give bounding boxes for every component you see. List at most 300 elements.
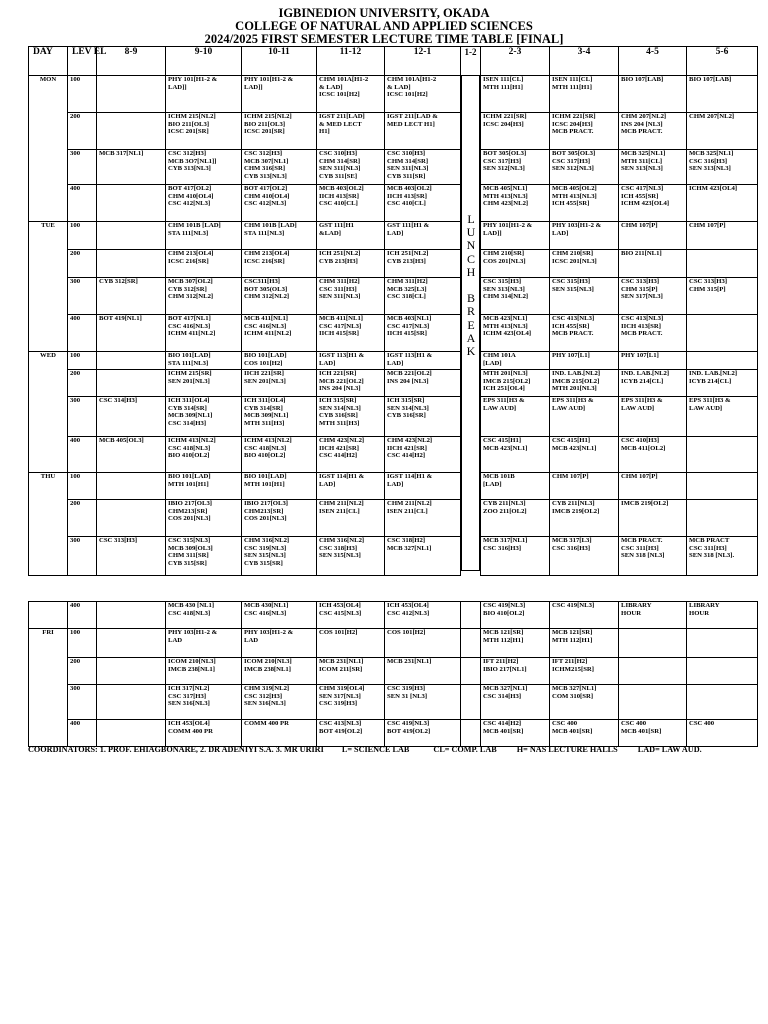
course-entry: CSC 418[NL3]: [244, 444, 287, 452]
legend-comp-lab: CL= COMP. LAB: [433, 745, 497, 754]
table-row: [29, 602, 758, 629]
level-cell: 300: [68, 685, 97, 720]
timetable-cell: [481, 370, 550, 397]
course-entry: LAD]]: [244, 83, 263, 91]
course-entry: BOT 419[NL1]: [99, 315, 142, 322]
course-entry: MTH 101[H1]: [168, 480, 209, 488]
course-entry: MTH 311[H3]: [244, 419, 285, 427]
course-entry: CHM 314[NL2]: [483, 293, 529, 301]
course-entry: SEN 313[NL3]: [689, 165, 731, 173]
timetable-cell: [97, 658, 166, 685]
course-entry: SEN 311[NL3]: [319, 165, 361, 173]
course-entry: SEN 317[NL3]: [621, 293, 663, 301]
col-5-6: 5-6: [687, 47, 758, 76]
course-entry: BOT 417[NL1]: [168, 315, 211, 322]
course-entry: ICHM 221[SR]: [483, 113, 527, 120]
timetable-cell: [481, 658, 550, 685]
course-entry: MCB 221[OL2]: [387, 370, 432, 377]
timetable-cell: [687, 352, 758, 370]
course-entry: IMCB 219[OL2]: [621, 500, 669, 507]
course-entry: IBIO 217[NL1]: [483, 665, 527, 673]
course-entry: CYB 213[H3]: [319, 257, 358, 265]
course-entry: CHM 207[NL2]: [621, 113, 667, 120]
course-entry: CYB 315[SR]: [168, 559, 207, 567]
course-entry: ICH 311[OL4]: [168, 397, 210, 404]
course-entry: BIO 410[OL2]: [168, 452, 210, 460]
course-entry: ICSC 201[SR]: [168, 128, 209, 136]
course-entry: CYB 313[NL3]: [244, 172, 287, 180]
timetable-cell: [619, 720, 687, 747]
course-entry: CHM 101B [LAD]: [244, 222, 297, 229]
course-entry: CHM 101B [LAD]: [168, 222, 221, 229]
course-entry: MCB 325[NL1]: [689, 150, 734, 157]
level-cell: 300: [68, 397, 97, 437]
timetable-cell: [242, 113, 317, 150]
course-entry: COMM 400 PR: [244, 720, 289, 727]
timetable-cell: [687, 437, 758, 473]
level-cell: 200: [68, 250, 97, 278]
course-entry: CSC 318[CL]: [387, 293, 426, 301]
course-entry: ICHM 423[OL4]: [689, 185, 738, 192]
course-entry: COS 101[H2]: [387, 629, 426, 636]
table-row: [29, 222, 758, 250]
course-entry: CYB 211[NL3]: [552, 500, 595, 507]
level-cell: 200: [68, 658, 97, 685]
course-entry: CSC 416[NL3]: [168, 322, 211, 330]
course-entry: CSC 312[H3]: [168, 150, 207, 157]
timetable-cell: [481, 629, 550, 658]
lunch-letter: K: [466, 344, 476, 359]
course-entry: SEN 317[NL3]: [319, 692, 361, 700]
course-entry: & MED LECT: [319, 120, 362, 128]
timetable-cell: [166, 315, 242, 352]
course-entry: ICH 251[OL4]: [483, 385, 525, 393]
timetable-cell: [687, 537, 758, 576]
course-entry: CSC 311[H3]: [689, 544, 727, 552]
course-entry: LAD]: [387, 359, 404, 367]
course-entry: MCB 401[SR]: [483, 727, 524, 735]
timetable-cell: [317, 250, 385, 278]
timetable-cell: [317, 685, 385, 720]
course-entry: EPS 311[H3 &: [621, 397, 663, 404]
course-entry: COS 201[NL3]: [483, 257, 526, 265]
course-entry: ICSC 101[H2]: [387, 91, 428, 99]
course-entry: MTH 101[H1]: [244, 480, 285, 488]
lunch-letter: H: [466, 264, 476, 279]
course-entry: ICOM 210[NL3]: [244, 658, 292, 665]
timetable-cell: [385, 473, 461, 500]
timetable-cell: [166, 720, 242, 747]
course-entry: CSC 415[H1]: [552, 437, 591, 444]
timetable-cell: [385, 315, 461, 352]
lunch-cell: [461, 720, 481, 747]
timetable-cell: [242, 537, 317, 576]
course-entry: CHM 107[P]: [689, 222, 726, 229]
timetable-cell: [619, 658, 687, 685]
course-entry: BOT 417[OL2]: [168, 185, 212, 192]
lunch-letter: E: [467, 317, 475, 332]
course-entry: CSC 410[CL]: [387, 200, 426, 208]
course-entry: CSC 319[H3]: [319, 700, 358, 708]
course-entry: ICOM 211[SR]: [319, 665, 363, 673]
timetable-cell: [481, 720, 550, 747]
timetable-cell: [317, 370, 385, 397]
table-row: [29, 370, 758, 397]
lunch-cell: [461, 629, 481, 658]
timetable-cell: [242, 150, 317, 185]
col-day: DAY: [29, 47, 68, 76]
timetable-cell: [481, 315, 550, 352]
course-entry: MTH 311[CL]: [621, 157, 663, 165]
timetable-cell: [242, 473, 317, 500]
level-cell: 100: [68, 352, 97, 370]
course-entry: MCB 3O7[NL1]]: [168, 157, 217, 165]
table-row: [29, 473, 758, 500]
timetable-cell: [687, 315, 758, 352]
course-entry: CHM 207[NL2]: [689, 113, 735, 120]
timetable-cell: [97, 250, 166, 278]
timetable-cell: [317, 278, 385, 315]
course-entry: CSC 400: [552, 720, 578, 727]
course-entry: CHM 410[OL4]: [244, 192, 290, 200]
day-cell: FRI: [29, 629, 68, 747]
course-entry: CSC 311[H3]: [621, 544, 659, 552]
lunch-break-label: [462, 213, 480, 358]
course-entry: MCB 309[NL1]: [168, 412, 213, 420]
course-entry: ICHM 413[NL2]: [244, 437, 292, 444]
course-entry: LAD]: [387, 229, 404, 237]
college-title: COLLEGE OF NATURAL AND APPLIED SCIENCES: [235, 19, 533, 33]
course-entry: ICH 221[SR]: [319, 370, 357, 377]
timetable-cell: [687, 658, 758, 685]
timetable-cell: [385, 537, 461, 576]
course-entry: MCB 231[NL1]: [387, 658, 432, 665]
course-entry: LIBRARY: [621, 602, 652, 609]
course-entry: SEN 201[NL3]: [244, 377, 286, 385]
course-entry: PHY 101[H1-2 &: [168, 76, 218, 83]
course-entry: MCB 401[SR]: [552, 727, 593, 735]
course-entry: ICH 455[SR]: [552, 322, 590, 330]
timetable-cell: [97, 113, 166, 150]
course-entry: CYB 316[SR]: [387, 412, 426, 420]
timetable-cell: [550, 629, 619, 658]
course-entry: LAD]]: [168, 83, 187, 91]
timetable-cell: [166, 352, 242, 370]
course-entry: CSC 314[H3]: [168, 419, 207, 427]
course-entry: ICHM 413[NL2]: [168, 437, 216, 444]
col-4-5: 4-5: [619, 47, 687, 76]
course-entry: PHY 107[L1]: [552, 352, 590, 359]
course-entry: MTH 111[H1]: [483, 83, 523, 91]
course-entry: CSC 415[NL3]: [319, 609, 362, 617]
course-entry: CSC 319[H3]: [387, 685, 426, 692]
timetable-cell: [550, 315, 619, 352]
timetable-cell: [97, 629, 166, 658]
course-entry: ICHM 221[SR]: [552, 113, 596, 120]
course-entry: MCB 423[NL1]: [483, 444, 528, 452]
course-entry: PHY 101[H1-2 &: [244, 76, 294, 83]
level-cell: 400: [68, 437, 97, 473]
lunch-cell: [461, 685, 481, 720]
course-entry: LAD: [168, 636, 183, 644]
course-entry: CHM 101A: [483, 352, 516, 359]
course-entry: MCB 327[NL1]: [387, 544, 432, 552]
timetable-cell: [550, 185, 619, 222]
course-entry: MCB 430 [NL1]: [168, 602, 215, 609]
timetable-cell: [385, 658, 461, 685]
course-entry: ICHM 215[NL2]: [244, 113, 292, 120]
course-entry: IMCB 238[NL1]: [168, 665, 215, 673]
lunch-letter: B: [466, 291, 475, 306]
timetable-cell: [481, 352, 550, 370]
course-entry: ISEN 111[CL]: [483, 76, 524, 83]
course-entry: HOUR: [621, 609, 642, 617]
course-entry: ICHM 411[NL2]: [168, 330, 216, 338]
course-entry: CSC 313[H3]: [99, 537, 138, 544]
timetable-cell: [550, 397, 619, 437]
course-entry: CYB 311[SE]: [319, 172, 358, 180]
course-entry: MCB 317[NL1]: [99, 150, 144, 157]
timetable-cell: [242, 629, 317, 658]
course-entry: ICH 315[SR]: [387, 397, 425, 404]
lunch-cell: [461, 658, 481, 685]
legend-science-lab: L= SCIENCE LAB: [341, 745, 410, 754]
timetable-cell: [550, 720, 619, 747]
course-entry: ICHM 215[SR]: [168, 370, 212, 377]
course-entry: CSC 317[H3]: [168, 692, 207, 700]
course-entry: ICH 455[SR]: [552, 200, 590, 208]
course-entry: ICSC 204[H3]: [552, 120, 593, 128]
course-entry: CSC 414[H2]: [319, 452, 358, 460]
course-entry: IICH 421[SR]: [387, 444, 427, 452]
course-entry: CHM 311[H2]: [319, 278, 360, 285]
level-cell: 100: [68, 473, 97, 500]
course-entry: MCB 309[OL3]: [168, 544, 213, 552]
course-entry: ICH 251[NL2]: [319, 250, 361, 257]
course-entry: BIO 101[LAD]: [168, 352, 211, 359]
timetable-cell: [385, 437, 461, 473]
timetable-cell: [481, 685, 550, 720]
course-entry: CSC 316[H3]: [552, 544, 591, 552]
timetable-cell: [550, 602, 619, 629]
timetable-cell: [242, 602, 317, 629]
timetable-cell: [97, 315, 166, 352]
timetable-cell: [317, 473, 385, 500]
course-entry: CHM 107[P]: [552, 473, 589, 480]
timetable-cell: [619, 150, 687, 185]
course-entry: CHM 315[P]: [689, 285, 726, 293]
timetable-cell: [619, 222, 687, 250]
course-entry: CSC 314[H3]: [483, 692, 522, 700]
course-entry: SEN 318 [NL3]: [621, 552, 665, 560]
course-entry: CYB 211[NL3]: [483, 500, 526, 507]
course-entry: CSC 316[H3]: [689, 157, 728, 165]
timetable-cell: [242, 222, 317, 250]
timetable-cell: [619, 437, 687, 473]
timetable-cell: [242, 250, 317, 278]
timetable-cell: [687, 397, 758, 437]
timetable-cell: [385, 370, 461, 397]
course-entry: CSC 313[H3]: [621, 278, 660, 285]
timetable-cell: [550, 352, 619, 370]
course-entry: CHM 319[NL2]: [244, 685, 290, 692]
course-entry: MCB 307[OL2]: [168, 278, 213, 285]
course-entry: CSC 312[H3]: [244, 150, 283, 157]
lunch-letter: A: [466, 330, 476, 345]
course-entry: IICH 413[SR]: [621, 322, 661, 330]
course-entry: CHM 316[SR]: [244, 165, 286, 173]
course-entry: ICOM 210[NL3]: [168, 658, 216, 665]
course-entry: COMM 400 PR: [168, 727, 213, 735]
course-entry: SEN 314[NL3]: [319, 404, 361, 412]
timetable-cell: [97, 150, 166, 185]
timetable-cell: [385, 278, 461, 315]
course-entry: CSC 318[H3]: [319, 544, 358, 552]
course-entry: CHM 316[NL2]: [319, 537, 365, 544]
course-entry: CYB 316[SR]: [319, 412, 358, 420]
timetable-cell: [166, 278, 242, 315]
course-entry: BIO 211[OL3]: [244, 120, 286, 128]
course-entry: SEN 313[NL3]: [483, 285, 525, 293]
course-entry: IICH 415[SR]: [387, 330, 427, 338]
course-entry: CSC 315[H3]: [483, 278, 522, 285]
course-entry: MCB 401[SR]: [621, 727, 662, 735]
course-entry: IGST 114[H1 &: [387, 473, 433, 480]
course-entry: MCB 423[NL1]: [483, 315, 528, 322]
course-entry: ICH 453[OL4]: [319, 602, 361, 609]
day-cell: MON: [29, 76, 68, 222]
course-entry: IMCB 219[OL2]: [552, 507, 600, 515]
course-entry: CSC 310[H3]: [319, 150, 358, 157]
course-entry: SEN 311[NL3]: [387, 165, 429, 173]
course-entry: LAD]: [319, 480, 336, 488]
course-entry: GST 111[H1: [319, 222, 354, 229]
timetable-cell: [687, 370, 758, 397]
course-entry: CSC 419[NL3]: [552, 602, 595, 609]
course-entry: MCB 403[OL2]: [319, 185, 364, 192]
timetable-cell: [166, 150, 242, 185]
timetable-cell: [242, 278, 317, 315]
timetable-cell: [97, 473, 166, 500]
timetable-cell: [481, 185, 550, 222]
table-row: [29, 352, 758, 370]
course-entry: CHM 311[H2]: [387, 278, 428, 285]
timetable-cell: [550, 473, 619, 500]
level-cell: 100: [68, 222, 97, 250]
table-row: [29, 315, 758, 352]
timetable-main: [28, 46, 758, 576]
course-entry: BIO 101[LAD]: [244, 352, 287, 359]
course-entry: CSC 400: [689, 720, 715, 727]
timetable-cell: [550, 250, 619, 278]
course-entry: ICH 315[SR]: [319, 397, 357, 404]
course-entry: BIO 211[OL3]: [168, 120, 210, 128]
course-entry: MCB 405[OL2]: [552, 185, 597, 192]
course-entry: INS 204 [NL3]: [387, 377, 429, 385]
course-entry: CSC 417[NL3]: [387, 322, 430, 330]
timetable-cell: [481, 278, 550, 315]
course-entry: CSC 413[NL3]: [552, 315, 595, 322]
timetable-cell: [687, 76, 758, 113]
course-entry: EPS 311[H3 &: [689, 397, 731, 404]
table-row: [29, 397, 758, 437]
timetable-cell: [687, 250, 758, 278]
course-entry: SEN 311[NL3]: [319, 293, 361, 301]
course-entry: HOUR: [689, 609, 710, 617]
timetable-cell: [242, 685, 317, 720]
table-row: [29, 150, 758, 185]
timetable-cell: [166, 473, 242, 500]
course-entry: LIBRARY: [689, 602, 720, 609]
timetable-cell: [481, 222, 550, 250]
timetable-cell: [385, 150, 461, 185]
table-row: [29, 250, 758, 278]
course-entry: CHM 210[SR]: [552, 250, 594, 257]
timetable-cell: [97, 537, 166, 576]
course-entry: MCB PRACT.: [552, 330, 594, 338]
course-entry: BIO 410[OL2]: [483, 609, 525, 617]
course-entry: MTH 201[NL3]: [552, 385, 597, 393]
course-entry: ICHM 411[NL2]: [244, 330, 292, 338]
day-cell: TUE: [29, 222, 68, 352]
col-1-2: 1-2: [461, 47, 481, 76]
course-entry: CHM 316[NL2]: [244, 537, 290, 544]
course-entry: MCB 325[NL1]: [621, 150, 666, 157]
course-entry: BOT 419[OL2]: [387, 727, 431, 735]
lunch-letter: L: [467, 212, 475, 226]
course-entry: MCB 309[NL1]: [244, 412, 289, 420]
course-entry: IND. LAB.[NL2]: [621, 370, 670, 377]
timetable-cell: [385, 113, 461, 150]
course-entry: SEN 315[NL3]: [244, 552, 286, 560]
course-entry: CSC 418[NL3]: [168, 444, 211, 452]
course-entry: COS 201[NL3]: [168, 515, 211, 523]
lunch-letter: R: [466, 304, 475, 319]
timetable-cell: [481, 500, 550, 537]
timetable-cell: [481, 76, 550, 113]
timetable-cell: [687, 629, 758, 658]
course-entry: CSC 315[H3]: [552, 278, 591, 285]
timetable-cell: [166, 658, 242, 685]
timetable-cell: [619, 278, 687, 315]
course-entry: CHM 315[P]: [621, 285, 658, 293]
course-entry: ICHM 215[NL2]: [168, 113, 216, 120]
table-row: [29, 658, 758, 685]
course-entry: ICH 455[SR]: [621, 192, 659, 200]
timetable-cell: [385, 222, 461, 250]
level-cell: 100: [68, 76, 97, 113]
course-entry: CSC 414[H2]: [387, 452, 426, 460]
course-entry: ICSC 204[H3]: [483, 120, 524, 128]
course-entry: CYB 314[SR]: [168, 404, 207, 412]
timetable-cell: [242, 185, 317, 222]
course-entry: IFT 211[H2]: [483, 658, 519, 665]
timetable-cell: [317, 720, 385, 747]
course-entry: CHM 311[SR]: [168, 552, 209, 560]
course-entry: LAD]]: [483, 229, 502, 237]
course-entry: CSC 316[H3]: [483, 544, 522, 552]
course-entry: IBIO 217[OL3]: [244, 500, 289, 507]
timetable-cell: [242, 76, 317, 113]
course-entry: ICSC 216[SR]: [168, 257, 209, 265]
timetable-cell: [317, 352, 385, 370]
course-entry: IND. LAB.[NL2]: [689, 370, 738, 377]
level-cell: 400: [68, 602, 97, 629]
table-row: [29, 500, 758, 537]
timetable-cell: [385, 76, 461, 113]
timetable-cell: [481, 250, 550, 278]
course-entry: CHM 213[OL4]: [244, 250, 290, 257]
